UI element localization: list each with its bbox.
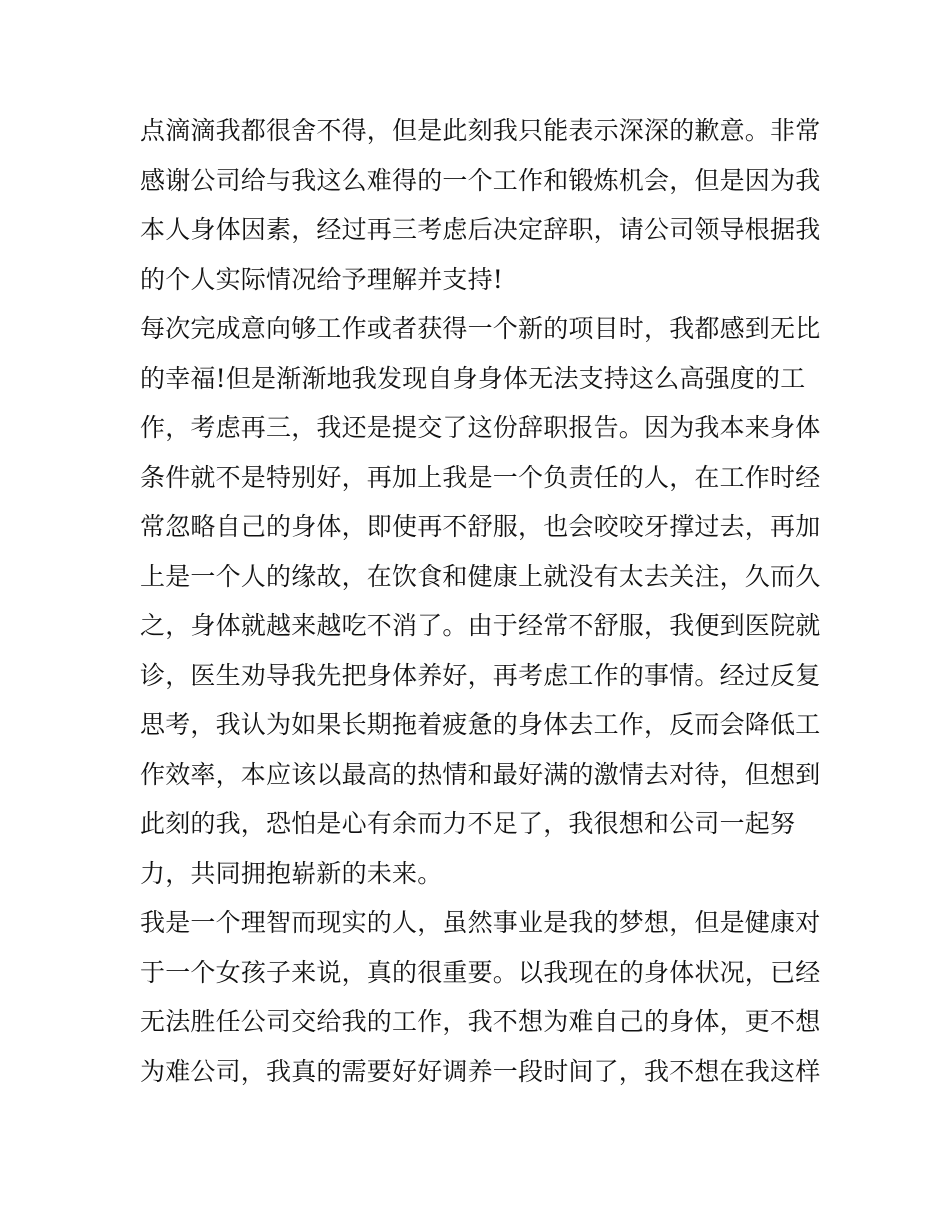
text-line: 作效率，本应该以最高的热情和最好满的激情去对待，但想到 (140, 759, 821, 789)
paragraph-3 (140, 898, 821, 1096)
text-line: 条件就不是特别好，再加上我是一个负责任的人，在工作时经 (140, 462, 821, 492)
text-line: 常忽略自己的身体，即使再不舒服，也会咬咬牙撑过去，再加 (140, 512, 821, 541)
text-line: 的个人实际情况给予理解并支持! (140, 264, 504, 294)
paragraph-1 (140, 106, 821, 304)
text-line: 的幸福!但是渐渐地我发现自身身体无法支持这么高强度的工 (140, 363, 806, 393)
text-line: 感谢公司给与我这么难得的一个工作和锻炼机会，但是因为我 (140, 165, 821, 195)
text-line: 无法胜任公司交给我的工作，我不想为难自己的身体，更不想 (140, 1007, 821, 1036)
text-line: 力，共同拥抱崭新的未来。 (140, 858, 443, 888)
text-line: 作，考虑再三，我还是提交了这份辞职报告。因为我本来身体 (140, 413, 821, 442)
text-line: 此刻的我，恐怕是心有余而力不足了，我很想和公司一起努 (140, 809, 796, 838)
text-line: 诊，医生劝导我先把身体养好，再考虑工作的事情。经过反复 (140, 660, 821, 690)
text-line: 点滴滴我都很舍不得，但是此刻我只能表示深深的歉意。非常 (140, 116, 821, 145)
text-line: 思考，我认为如果长期拖着疲惫的身体去工作，反而会降低工 (140, 710, 821, 739)
text-line: 之，身体就越来越吃不消了。由于经常不舒服，我便到医院就 (140, 611, 821, 640)
text-line: 我是一个理智而现实的人，虽然事业是我的梦想，但是健康对 (140, 908, 821, 937)
text-line: 本人身体因素，经过再三考虑后决定辞职，请公司领导根据我 (140, 215, 821, 244)
text-line: 为难公司，我真的需要好好调养一段时间了，我不想在我这样 (140, 1056, 821, 1086)
text-line: 上是一个人的缘故，在饮食和健康上就没有太去关注，久而久 (140, 561, 821, 591)
document-body (140, 106, 821, 1096)
text-line: 每次完成意向够工作或者获得一个新的项目时，我都感到无比 (140, 314, 821, 343)
paragraph-2 (140, 304, 821, 898)
text-line: 于一个女孩子来说，真的很重要。以我现在的身体状况，已经 (140, 957, 821, 987)
